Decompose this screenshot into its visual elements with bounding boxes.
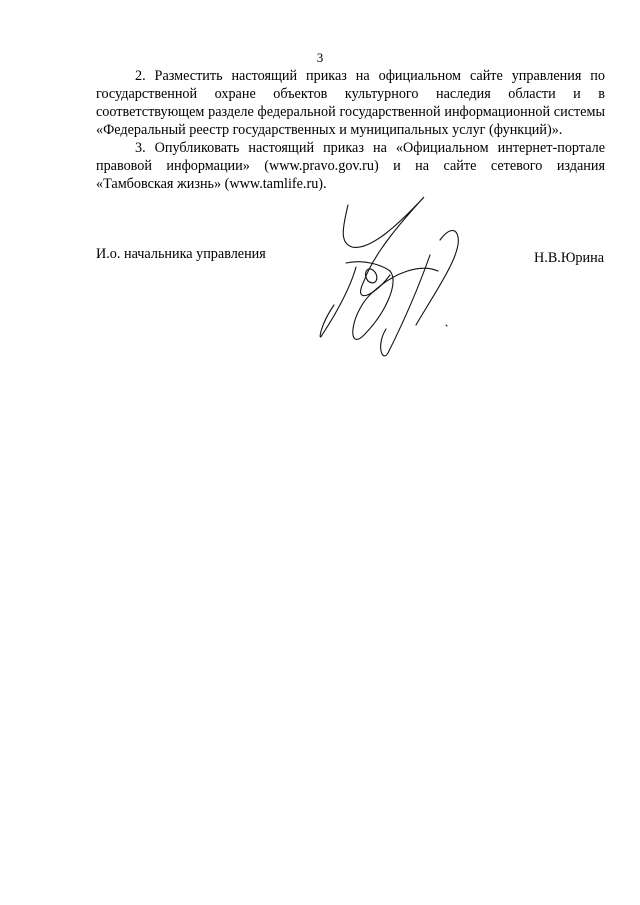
handwritten-signature bbox=[312, 185, 472, 370]
paragraph-2: 2. Разместить настоящий приказ на официальном сайте управления по государственной охране объектов культурного наследия области и в соответствующем разделе федеральной государственной информационной системы «Федеральный реестр государственных и муниципальных услуг (функций)». bbox=[96, 68, 605, 138]
signature-stroke bbox=[346, 262, 438, 340]
document-body bbox=[96, 67, 605, 193]
signature-stroke bbox=[416, 231, 458, 325]
signature-stroke bbox=[446, 325, 447, 326]
paragraph-3: 3. Опубликовать настоящий приказ на «Официальном интернет-портале правовой информации» (www.pravo.gov.ru) и на сайте сетевого издания «Тамбовская жизнь» (www.tamlife.ru). bbox=[96, 140, 605, 192]
signature-stroke bbox=[343, 197, 424, 296]
signature-stroke bbox=[320, 267, 356, 337]
page-number: 3 bbox=[316, 50, 324, 65]
signature-stroke bbox=[366, 269, 377, 283]
signer-title: И.о. начальника управления bbox=[96, 246, 266, 262]
signer-name: Н.В.Юрина bbox=[534, 250, 604, 266]
